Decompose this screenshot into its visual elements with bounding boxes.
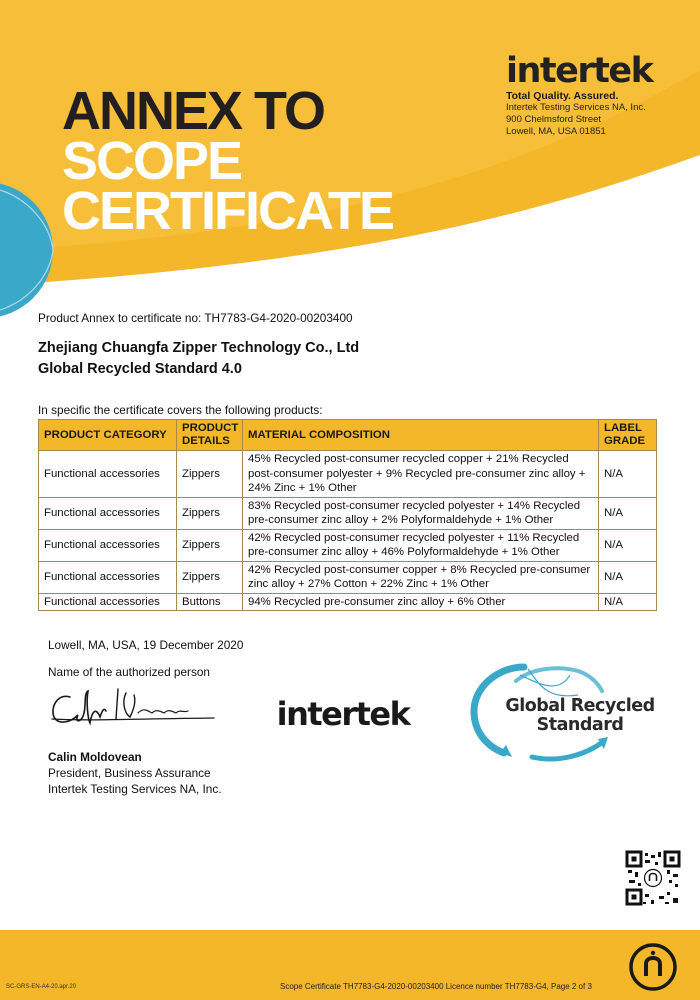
grs-logo-text [500,697,660,735]
signer-company: Intertek Testing Services NA, Inc. [48,782,222,796]
header-material-composition: MATERIAL COMPOSITION [243,420,599,451]
cell-composition: 83% Recycled post-consumer recycled polyester + 14% Recycled pre-consumer zinc alloy + 2% Polyformaldehyde + 1% Other [243,497,599,529]
signer-title: President, Business Assurance [48,766,211,780]
cell-details: Zippers [177,561,243,593]
cell-composition: 94% Recycled pre-consumer zinc alloy + 6% Other [243,593,599,611]
cell-details: Zippers [177,497,243,529]
cell-grade: N/A [599,497,657,529]
grs-text-line-2: Standard [536,715,624,735]
cell-details: Buttons [177,593,243,611]
address-line-1: Intertek Testing Services NA, Inc. [506,102,646,113]
cell-grade: N/A [599,451,657,498]
brand-block [506,52,676,138]
cell-grade: N/A [599,529,657,561]
textile-exchange-icon [626,940,680,994]
header-product-category: PRODUCT CATEGORY [39,420,177,451]
cell-grade: N/A [599,561,657,593]
cell-category: Functional accessories [39,561,177,593]
standard-name: Global Recycled Standard 4.0 [38,361,242,377]
cell-details: Zippers [177,451,243,498]
page-info: Scope Certificate TH7783-G4-2020-00203400 Licence number TH7783-G4, Page 2 of 3 [280,982,592,991]
products-table [38,419,657,611]
cell-grade: N/A [599,593,657,611]
form-code: SC-GRS-EN-A4-20.apr.20 [6,984,77,990]
signature [48,683,218,733]
header-product-details: PRODUCT DETAILS [177,420,243,451]
products-intro: In specific the certificate covers the following products: [38,403,323,417]
page-title [62,81,393,241]
title-line-3: CERTIFICATE [62,181,393,241]
address-line-2: 900 Chelmsford Street [506,114,602,125]
table-row [39,561,657,593]
title-line-2: SCOPE [62,131,242,191]
cell-category: Functional accessories [39,497,177,529]
company-name: Zhejiang Chuangfa Zipper Technology Co., Ltd [38,340,360,356]
address-line-3: Lowell, MA, USA 01851 [506,126,606,137]
cell-composition: 45% Recycled post-consumer recycled copper + 21% Recycled post-consumer polyester + 9% Recycled pre-consumer zinc alloy + 24% Zinc + 1% Other [243,451,599,498]
table-header-row [39,420,657,451]
grs-text-line-1: Global Recycled [505,696,655,716]
intertek-logo: intertek [506,51,653,91]
cell-composition: 42% Recycled post-consumer copper + 8% Recycled pre-consumer zinc alloy + 27% Cotton + 22% Zinc + 1% Other [243,561,599,593]
table-row [39,451,657,498]
company-block [38,338,359,380]
cell-composition: 42% Recycled post-consumer recycled polyester + 11% Recycled pre-consumer zinc alloy + 46% Polyformaldehyde + 1% Other [243,529,599,561]
signer-block [48,749,222,797]
cell-category: Functional accessories [39,593,177,611]
table-row [39,497,657,529]
cell-category: Functional accessories [39,451,177,498]
cell-details: Zippers [177,529,243,561]
title-line-1: ANNEX TO [62,81,325,141]
header-label-grade: LABEL GRADE [599,420,657,451]
table-row [39,593,657,611]
authorized-person-label: Name of the authorized person [48,665,210,679]
signer-name: Calin Moldovean [48,750,142,764]
issue-place-date: Lowell, MA, USA, 19 December 2020 [48,638,244,652]
intertek-logo: intertek [276,695,410,733]
certificate-reference: Product Annex to certificate no: TH7783-G4-2020-00203400 [38,311,353,325]
table-row [39,529,657,561]
qr-code [625,850,681,906]
cell-category: Functional accessories [39,529,177,561]
brand-tagline: Total Quality. Assured. [506,90,619,102]
